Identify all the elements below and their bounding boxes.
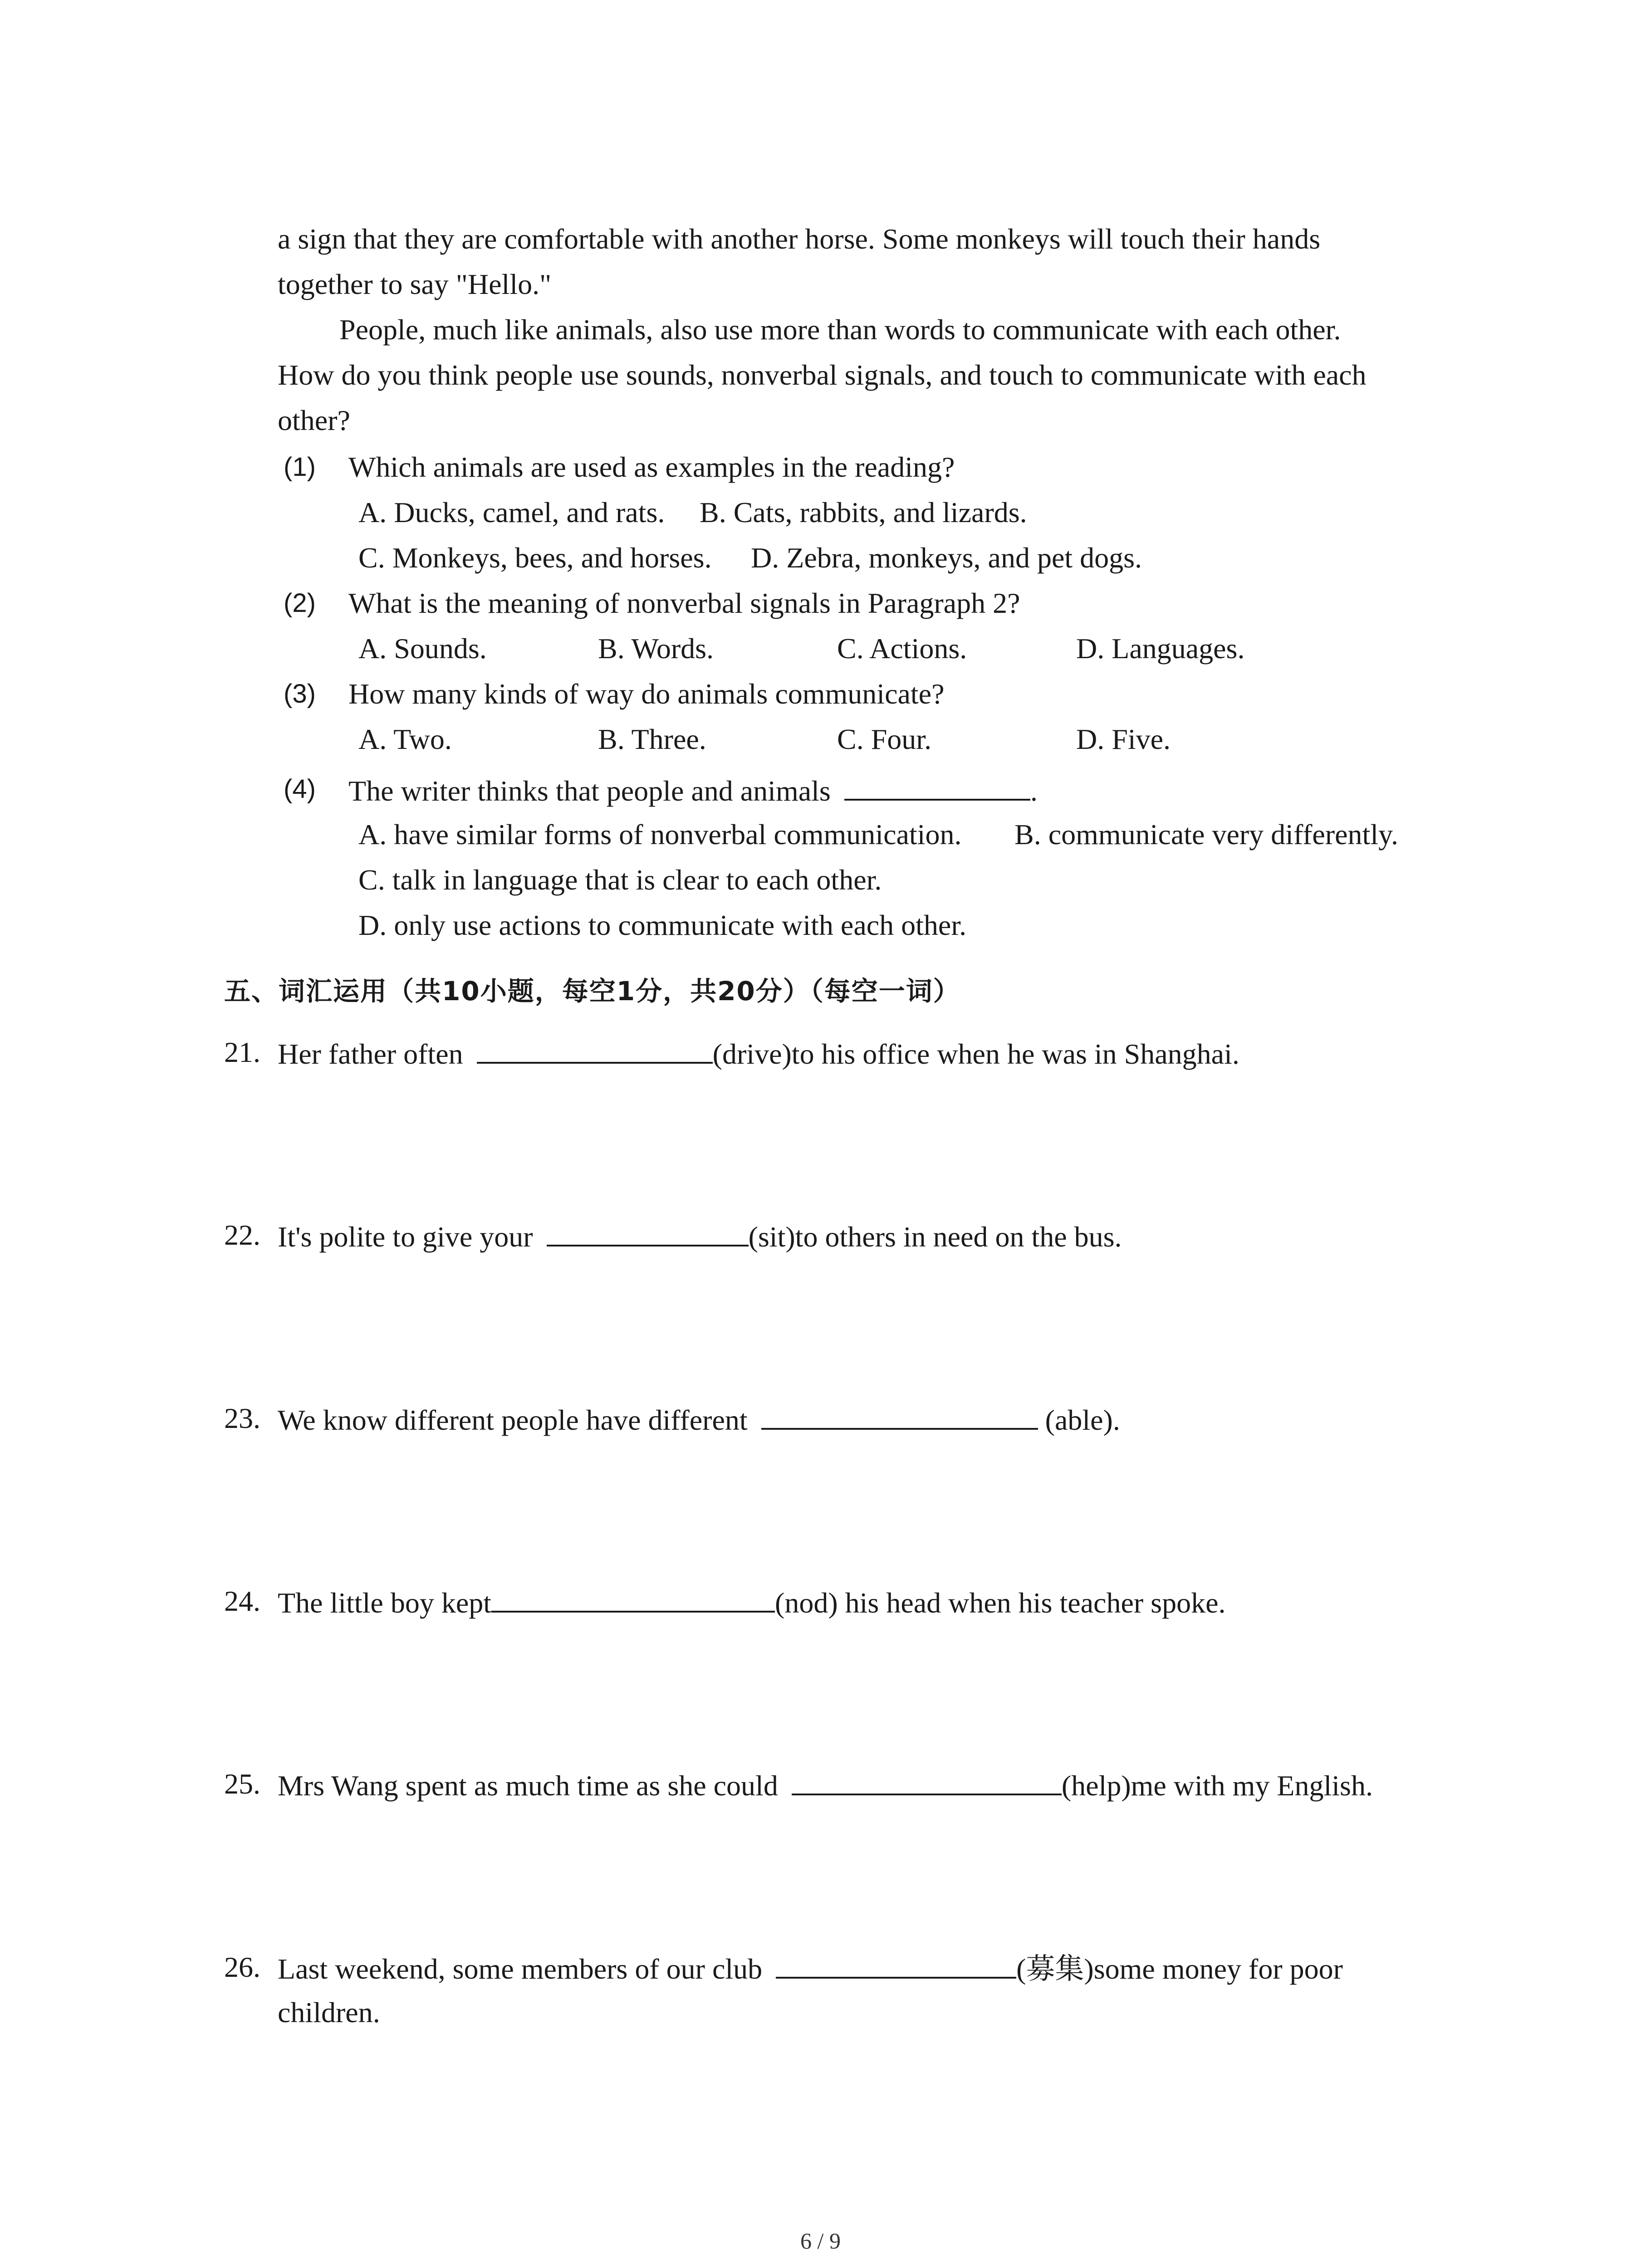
vocab-item-22 [278, 1215, 1122, 1257]
item-number: 24. [224, 1585, 260, 1617]
option-b: B. communicate very differently. [1014, 818, 1398, 850]
answer-blank[interactable] [547, 1215, 749, 1246]
vocab-item-25 [278, 1764, 1373, 1806]
option-a: A. Sounds. [358, 632, 487, 665]
item-number: 23. [224, 1402, 260, 1434]
item-text-after: (sit)to others in need on the bus. [748, 1221, 1122, 1253]
passage-line-2: together to say "Hello." [278, 268, 552, 300]
option-d: D. Languages. [1076, 632, 1245, 665]
option-b: B. Words. [598, 632, 714, 665]
option-b: B. Cats, rabbits, and lizards. [700, 496, 1027, 528]
answer-blank[interactable] [761, 1398, 1038, 1430]
question-text: Which animals are used as examples in the reading? [348, 451, 955, 483]
answer-blank[interactable] [491, 1581, 775, 1613]
item-text-after: (drive)to his office when he was in Shanghai. [712, 1038, 1239, 1070]
question-text-after: . [1030, 775, 1038, 807]
page-number: 6 / 9 [800, 2228, 841, 2253]
item-text-before: The little boy kept [278, 1587, 491, 1619]
item-text-after: (募集)some money for poor [1016, 1953, 1343, 1985]
option-a: A. Two. [358, 723, 452, 755]
vocab-item-26 [278, 1947, 1343, 1989]
option-d: D. Zebra, monkeys, and pet dogs. [751, 542, 1142, 574]
question-number: (4) [284, 774, 316, 804]
passage-line-4: How do you think people use sounds, nonverbal signals, and touch to communicate with each [278, 359, 1367, 391]
section-heading: 五、词汇运用（共10小题，每空1分，共20分）（每空一词） [224, 976, 960, 1007]
question-number: (1) [284, 452, 316, 482]
question-number: (2) [284, 588, 316, 618]
question-text: What is the meaning of nonverbal signals in Paragraph 2? [348, 587, 1020, 619]
item-text-after: (help)me with my English. [1061, 1769, 1373, 1802]
item-text-before: Last weekend, some members of our club [278, 1953, 763, 1985]
vocab-item-24 [278, 1581, 1225, 1623]
answer-blank[interactable] [477, 1032, 713, 1064]
passage-line-3: People, much like animals, also use more than words to communicate with each other. [339, 313, 1341, 346]
option-c: C. Monkeys, bees, and horses. [358, 542, 712, 574]
item-number: 25. [224, 1768, 260, 1800]
vocab-item-23 [278, 1398, 1120, 1441]
item-number: 21. [224, 1036, 260, 1068]
option-d: D. only use actions to communicate with each other. [358, 909, 967, 941]
answer-blank[interactable] [844, 769, 1030, 801]
question-text [348, 769, 1038, 811]
answer-blank[interactable] [792, 1764, 1062, 1795]
item-text-before: It's polite to give your [278, 1221, 533, 1253]
answer-blank[interactable] [776, 1947, 1016, 1979]
question-text: How many kinds of way do animals communicate? [348, 678, 945, 710]
passage-line-5: other? [278, 404, 350, 436]
item-text-before: Her father often [278, 1038, 463, 1070]
option-a: A. have similar forms of nonverbal communication. [358, 818, 962, 850]
vocab-item-26-continuation: children. [278, 1996, 380, 2028]
option-c: C. Four. [837, 723, 932, 755]
option-c: C. Actions. [837, 632, 967, 665]
option-a: A. Ducks, camel, and rats. [358, 496, 665, 528]
option-b: B. Three. [598, 723, 706, 755]
passage-line-1: a sign that they are comfortable with another horse. Some monkeys will touch their hands [278, 223, 1321, 255]
option-d: D. Five. [1076, 723, 1171, 755]
question-text-before: The writer thinks that people and animals [348, 775, 831, 807]
question-number: (3) [284, 679, 316, 709]
option-c: C. talk in language that is clear to each other. [358, 864, 882, 896]
item-text-before: We know different people have different [278, 1404, 748, 1436]
vocab-item-21 [278, 1032, 1239, 1075]
item-number: 26. [224, 1951, 260, 1983]
item-text-before: Mrs Wang spent as much time as she could [278, 1769, 778, 1802]
item-number: 22. [224, 1219, 260, 1251]
item-text-after: (able). [1038, 1404, 1120, 1436]
item-text-after: (nod) his head when his teacher spoke. [775, 1587, 1226, 1619]
